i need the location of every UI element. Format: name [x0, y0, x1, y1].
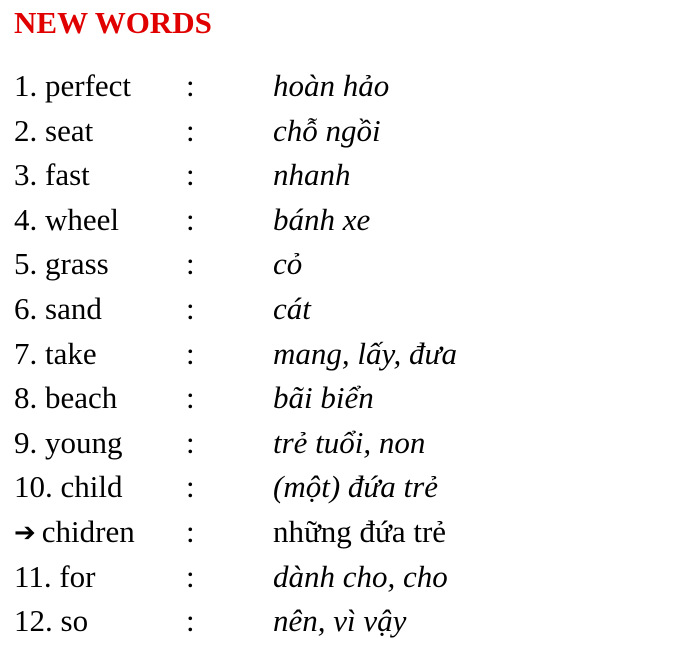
separator-colon: :: [186, 335, 195, 371]
vocab-meaning: bánh xe: [273, 201, 371, 237]
vocab-word-text: 7. take: [14, 335, 97, 371]
vocab-word: [14, 510, 135, 555]
vocab-word: [14, 376, 117, 420]
vocab-word-text: 9. young: [14, 424, 123, 460]
vocab-row: [14, 376, 664, 421]
vocab-meaning: nhanh: [273, 157, 351, 193]
vocab-row: [14, 242, 664, 287]
vocab-word-text: 1. perfect: [14, 68, 132, 103]
vocab-row: [14, 465, 664, 510]
vocab-word: [14, 599, 88, 643]
separator-colon: :: [186, 513, 195, 549]
separator-colon: :: [186, 157, 195, 193]
vocab-word-text: chidren: [41, 513, 135, 549]
separator-colon: :: [186, 469, 195, 505]
vocab-row: [14, 421, 664, 466]
vocab-word-text: 2. seat: [14, 112, 94, 148]
vocab-word: [14, 332, 97, 376]
page-title: NEW WORDS: [14, 5, 212, 40]
vocab-row: [14, 198, 664, 243]
vocab-word: [14, 421, 123, 465]
separator-colon: :: [186, 68, 195, 103]
right-arrow-icon: ➔: [14, 517, 36, 548]
vocab-meaning: cỏ: [273, 246, 303, 282]
separator-colon: :: [186, 558, 195, 594]
separator-colon: :: [186, 424, 195, 460]
vocab-row: [14, 109, 664, 154]
separator-colon: :: [186, 290, 195, 326]
vocab-word: [14, 287, 102, 331]
separator-colon: :: [186, 246, 195, 282]
vocab-word: [14, 465, 123, 509]
vocab-word: [14, 64, 131, 108]
separator-colon: :: [186, 603, 195, 639]
vocab-word-text: 11. for: [14, 558, 96, 594]
vocab-meaning: (một) đứa trẻ: [273, 469, 438, 505]
vocab-meaning: dành cho, cho: [273, 558, 448, 594]
separator-colon: :: [186, 201, 195, 237]
vocab-word: [14, 109, 93, 153]
vocab-word: [14, 242, 109, 286]
vocab-meaning: những đứa trẻ: [273, 513, 447, 549]
vocab-word: [14, 198, 119, 242]
vocab-meaning: chỗ ngồi: [273, 112, 381, 148]
vocab-word-text: 3. fast: [14, 157, 90, 193]
separator-colon: :: [186, 112, 195, 148]
vocab-word-text: 10. child: [14, 469, 123, 505]
vocab-row: [14, 599, 664, 644]
vocab-meaning: nên, vì vậy: [273, 603, 407, 639]
vocabulary-list: [14, 64, 664, 644]
vocab-row: [14, 153, 664, 198]
vocab-word-text: 4. wheel: [14, 201, 120, 237]
vocab-row: [14, 287, 664, 332]
vocab-row: [14, 555, 664, 600]
vocab-word-text: 12. so: [14, 603, 89, 639]
vocab-word: [14, 555, 96, 599]
vocab-word-text: 5. grass: [14, 246, 109, 282]
vocab-word-text: 8. beach: [14, 380, 118, 416]
vocab-meaning: cát: [273, 290, 311, 326]
vocab-meaning: hoàn hảo: [273, 68, 390, 103]
vocab-meaning: mang, lấy, đưa: [273, 335, 457, 371]
vocab-row: [14, 64, 664, 109]
vocab-row: [14, 332, 664, 377]
vocab-word: [14, 153, 90, 197]
separator-colon: :: [186, 380, 195, 416]
vocab-meaning: trẻ tuổi, non: [273, 424, 426, 460]
vocab-meaning: bãi biển: [273, 380, 374, 416]
vocab-word-text: 6. sand: [14, 290, 102, 326]
vocab-row: [14, 510, 664, 555]
